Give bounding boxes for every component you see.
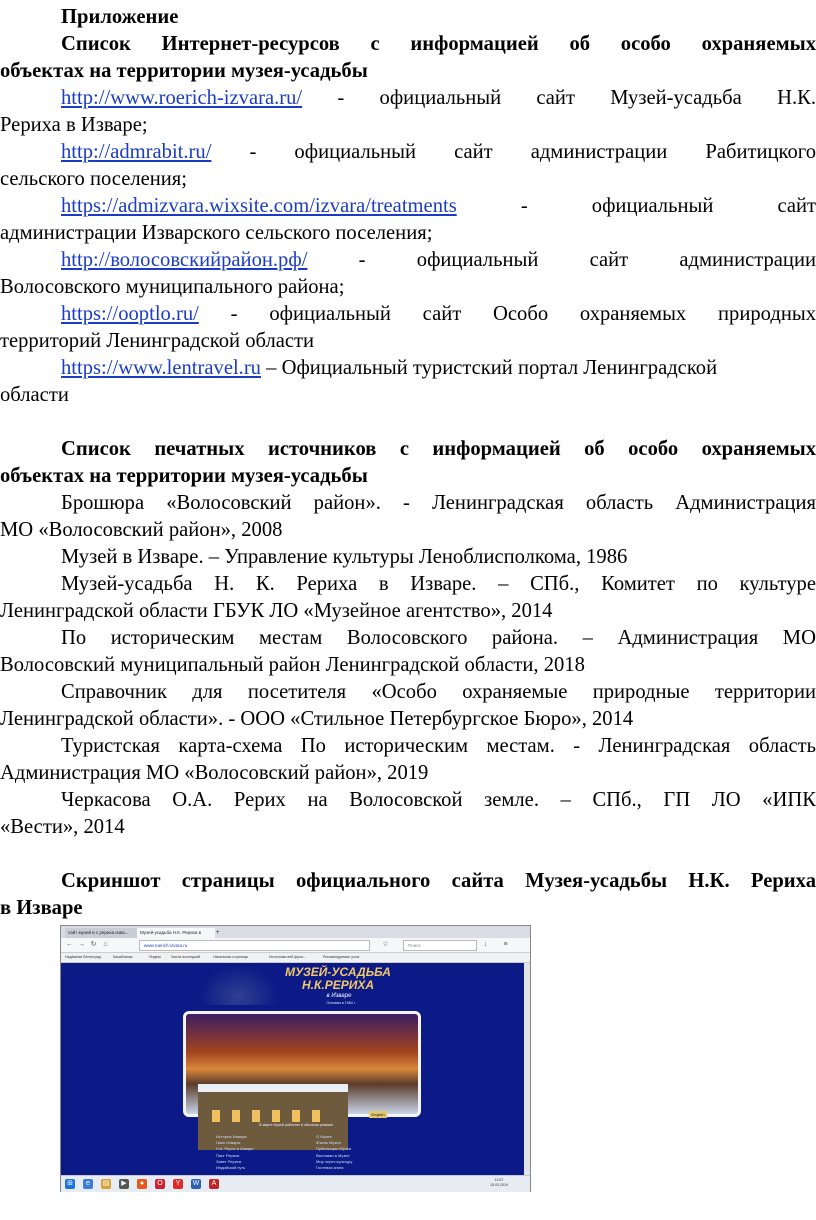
appendix-heading: Приложение (61, 6, 179, 28)
site-subtitle: в Изваре (326, 993, 352, 999)
site-menu-item[interactable]: Гостевая книга (316, 1165, 344, 1171)
resource-entry (61, 85, 816, 112)
bookmark-item[interactable]: Рекомендуемые узлы (323, 955, 360, 959)
bookmark-item[interactable]: Числа последний (171, 955, 201, 959)
estate-photo (183, 1011, 421, 1117)
source-entry: Туристская карта-схема По историческим местам. - Ленинградская область (61, 735, 816, 757)
resource-desc-cont: территорий Ленинградской области (0, 330, 315, 352)
pdf-icon[interactable]: A (209, 1179, 219, 1189)
site-menu-item[interactable]: Гимн Извары (216, 1140, 241, 1146)
media-icon[interactable]: ▶ (119, 1179, 129, 1189)
bookmark-item[interactable]: Касабланка (113, 955, 133, 959)
resource-link[interactable]: http://www.roerich-izvara.ru/ (61, 87, 303, 109)
source-entry-cont: Ленинградской области». - ООО «Стильное Петербургское Бюро», 2014 (0, 708, 634, 730)
site-founded: Основан в 1984 г. (326, 1001, 356, 1005)
browser-icon[interactable]: e (83, 1179, 93, 1189)
site-menu-right (316, 1134, 352, 1171)
site-logo-title: МУЗЕЙ-УСАДЬБА Н.К.РЕРИХА (285, 965, 391, 992)
resource-desc-cont: Рериха в Изваре; (0, 114, 148, 136)
scrollbar[interactable] (524, 963, 530, 1175)
source-entry: По историческим местам Волосовского района. – Администрация МО (61, 627, 816, 649)
clock-date: 15.03.2019 (490, 1183, 508, 1187)
reload-icon[interactable]: ↻ (90, 941, 97, 948)
source-entry: Музей в Изваре. – Управление культуры Леноблисполкома, 1986 (61, 546, 628, 568)
browser-tab[interactable]: сайт музей в с рериха изва... (65, 928, 139, 938)
website-screenshot (60, 925, 531, 1192)
site-menu-item[interactable]: Жизнь Музея (316, 1140, 341, 1146)
bookmark-item[interactable]: Начальная страница (213, 955, 248, 959)
windows-taskbar (61, 1175, 530, 1192)
home-icon[interactable]: ⌂ (103, 941, 108, 948)
address-bar[interactable]: www.roerich-izvara.ru (139, 940, 370, 951)
source-entry-cont: Администрация МО «Волосовский район», 2019 (0, 762, 429, 784)
folder-icon[interactable]: ▤ (102, 1180, 110, 1187)
source-entry-cont: Волосовский муниципальный район Ленинградской области, 2018 (0, 654, 585, 676)
browser-tab-active[interactable]: Музей-усадьба Н.К. Рериха в (137, 928, 215, 938)
site-menu-item[interactable]: Завет Рериха (216, 1158, 242, 1164)
start-icon[interactable]: ⊞ (65, 1179, 75, 1189)
resource-link[interactable]: http://admrabit.ru/ (61, 141, 212, 163)
screenshot-section-title: Скриншот страницы официального сайта Музея-усадьбы Н.К. Рериха (61, 870, 816, 892)
word-icon[interactable]: W (192, 1180, 200, 1187)
resource-entry (61, 193, 816, 220)
print-section-title-cont: объектах на территории музея-усадьбы (0, 465, 368, 487)
bookmark-item[interactable]: Надёжная Ленинград (65, 955, 101, 959)
screenshot-section-title-cont: в Изваре (0, 897, 83, 919)
site-menu-item[interactable]: Мир через культуру (316, 1158, 353, 1164)
resource-link[interactable]: https://www.lentravel.ru (61, 357, 261, 379)
resource-desc-cont: администрации Изварского сельского поселения; (0, 222, 433, 244)
source-entry-cont: Ленинградской области ГБУК ЛО «Музейное агентство», 2014 (0, 600, 553, 622)
resource-entry (61, 139, 816, 166)
taskbar-clock (490, 1178, 508, 1188)
new-tab-icon[interactable]: + (216, 930, 220, 936)
star-icon[interactable]: ☆ (382, 941, 389, 948)
resource-link[interactable]: https://ooptlo.ru/ (61, 303, 199, 325)
resource-link[interactable]: http://волосовскийрайон.рф/ (61, 249, 308, 271)
clock-time: 13:57 (494, 1178, 504, 1182)
site-menu-left (216, 1134, 254, 1171)
source-entry-cont: «Вести», 2014 (0, 816, 125, 838)
resource-entry (61, 301, 816, 328)
download-icon[interactable]: ↓ (483, 941, 488, 948)
site-menu-item[interactable]: История Извары (216, 1134, 247, 1139)
bookmarks-bar (61, 953, 530, 963)
resource-desc-cont: области (0, 384, 69, 406)
source-entry-cont: МО «Волосовский район», 2008 (0, 519, 283, 541)
opera-icon[interactable]: O (155, 1179, 165, 1189)
english-button[interactable]: English (369, 1111, 387, 1118)
site-menu-item[interactable]: Индийский путь (216, 1165, 246, 1171)
source-entry: Черкасова О.А. Рерих на Волосовской земле. – СПб., ГП ЛО «ИПК (61, 789, 816, 811)
resource-desc-cont: сельского поселения; (0, 168, 187, 190)
site-menu-item[interactable]: О Музее (316, 1134, 332, 1139)
search-input[interactable]: Поиск (403, 940, 477, 951)
resource-desc: – Официальный туристский портал Ленинградской (266, 357, 718, 379)
print-section-title: Список печатных источников с информацией об особо охраняемых (61, 438, 816, 460)
source-entry: Музей-усадьба Н. К. Рериха в Изваре. – СПб., Комитет по культуре (61, 573, 816, 595)
source-entry: Справочник для посетителя «Особо охраняемые природные территории (61, 681, 816, 703)
museum-website (61, 963, 530, 1175)
resource-desc: - официальный сайт Музей-усадьба Н.К. (337, 87, 816, 109)
resource-link[interactable]: https://admizvara.wixsite.com/izvara/treatments (61, 195, 457, 217)
menu-icon[interactable]: ≡ (503, 941, 508, 948)
resource-desc-cont: Волосовского муниципального района; (0, 276, 345, 298)
internet-section-title-cont: объектах на территории музея-усадьбы (0, 60, 368, 82)
yandex-icon[interactable]: Y (173, 1179, 183, 1189)
tree-illustration (199, 965, 279, 1005)
forward-arrow-icon[interactable]: → (78, 941, 85, 948)
firefox-icon[interactable]: ● (137, 1179, 147, 1189)
resource-entry (61, 355, 816, 382)
browser-tab-bar (61, 926, 530, 938)
internet-section-title: Список Интернет-ресурсов с информацией об особо охраняемых (61, 33, 816, 55)
site-menu-item[interactable]: Выставки в Музее (316, 1152, 350, 1158)
bookmark-item[interactable]: Яндекс (149, 955, 162, 959)
site-menu-item[interactable]: Публикации Музея (316, 1146, 352, 1152)
back-arrow-icon[interactable]: ← (66, 941, 73, 948)
resource-desc: - официальный сайт администрации Рабитицкого (249, 141, 816, 163)
resource-desc: - официальный сайт администрации (358, 249, 816, 271)
browser-nav-bar (61, 938, 530, 953)
resource-desc: - официальный сайт (520, 195, 816, 217)
source-entry: Брошюра «Волосовский район». - Ленинградская область Администрация (61, 492, 816, 514)
bookmark-item[interactable]: Источники веб-фрон... (269, 955, 307, 959)
resource-entry (61, 247, 816, 274)
site-menu-item[interactable]: Н.К. Рерих в Изваре (216, 1146, 254, 1152)
site-menu-item[interactable]: Пакт Рериха (216, 1152, 240, 1158)
site-notice: В марте Музей работает в обычном режиме (259, 1123, 333, 1127)
resource-desc: - официальный сайт Особо охраняемых природных (230, 303, 816, 325)
